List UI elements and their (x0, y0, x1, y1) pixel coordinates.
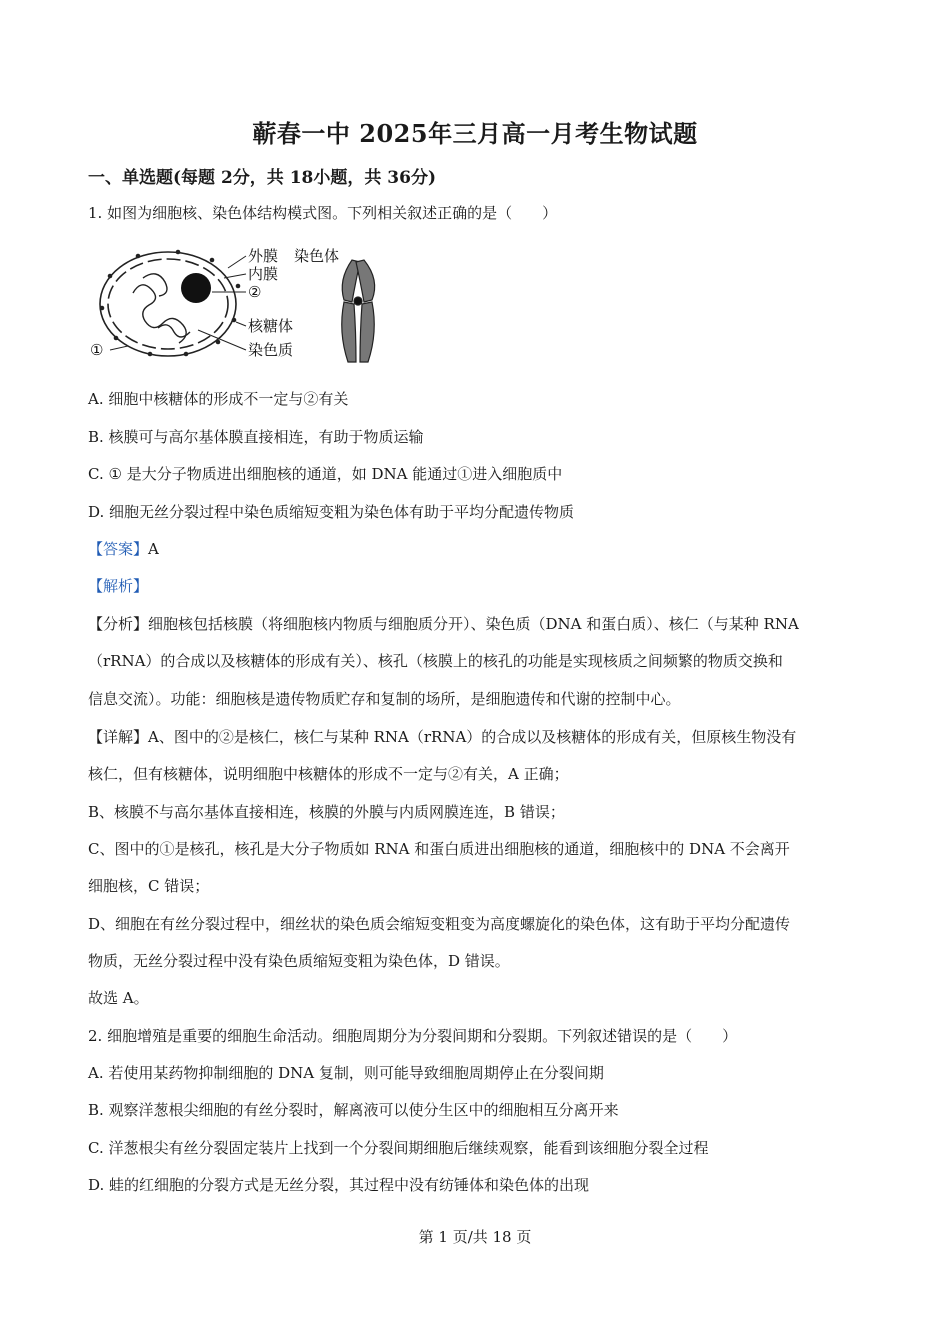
xiangjie-line: C、图中的①是核孔，核孔是大分子物质如 RNA 和蛋白质进出细胞核的通道，细胞核中的 DNA 不会离开 (88, 840, 790, 858)
section-heading: 一、单选题(每题 2分，共 18小题，共 36分) (88, 168, 436, 188)
label-ribosome: 核糖体 (248, 318, 294, 335)
page-footer: 第 1 页/共 18 页 (418, 1228, 532, 1246)
chromosome-drawing (342, 260, 375, 362)
answer-tag: 【答案】 (88, 540, 149, 558)
xiangjie-tag: 【详解】 (88, 728, 149, 746)
xiangjie-line: B、核膜不与高尔基体直接相连，核膜的外膜与内质网膜连连，B 错误； (88, 803, 565, 821)
q2-option-b: B. 观察洋葱根尖细胞的有丝分裂时，解离液可以使分生区中的细胞相互分离开来 (88, 1101, 619, 1119)
label-two: ② (248, 284, 262, 301)
question-1-stem: 1. 如图为细胞核、染色体结构模式图。下列相关叙述正确的是（ ） (88, 204, 558, 222)
xiangjie-line: 物质，无丝分裂过程中没有染色质缩短变粗为染色体，D 错误。 (88, 952, 510, 970)
q1-option-c: C. ① 是大分子物质进出细胞核的通道，如 DNA 能通过①进入细胞质中 (88, 465, 563, 483)
fenxi-tag: 【分析】 (88, 615, 149, 633)
q1-option-a: A. 细胞中核糖体的形成不一定与②有关 (88, 390, 349, 408)
label-chromosome: 染色体 (294, 248, 340, 265)
xiangjie-line: D、细胞在有丝分裂过程中，细丝状的染色质会缩短变粗变为高度螺旋化的染色体，这有助于平均分配遗传 (88, 915, 791, 933)
nucleus-diagram (100, 252, 236, 356)
xiangjie-line: 细胞核，C 错误； (88, 877, 210, 895)
nucleus-chromosome-figure (88, 238, 388, 370)
fenxi-line: 信息交流）。功能：细胞核是遗传物质贮存和复制的场所，是细胞遗传和代谢的控制中心。 (88, 690, 681, 708)
xiangjie-line: 核仁，但有核糖体，说明细胞中核糖体的形成不一定与②有关，A 正确； (88, 765, 569, 783)
question-2-stem: 2. 细胞增殖是重要的细胞生命活动。细胞周期分为分裂间期和分裂期。下列叙述错误的是（ ） (88, 1027, 738, 1045)
q2-option-d: D. 蛙的红细胞的分裂方式是无丝分裂，其过程中没有纺锤体和染色体的出现 (88, 1176, 590, 1194)
label-one: ① (90, 342, 104, 359)
answer-value: A (148, 540, 159, 558)
q1-option-d: D. 细胞无丝分裂过程中染色质缩短变粗为染色体有助于平均分配遗传物质 (88, 503, 575, 521)
xiangjie-line: 故选 A。 (88, 989, 149, 1007)
label-outer-membrane: 外膜 (248, 248, 279, 265)
xiangjie-text: A、图中的②是核仁，核仁与某种 RNA（rRNA）的合成以及核糖体的形成有关，但原核生物没有 (148, 728, 797, 746)
fenxi-text: 细胞核包括核膜（将细胞核内物质与细胞质分开）、染色质（DNA 和蛋白质）、核仁（与某种 RNA (148, 615, 799, 633)
q1-answer (88, 539, 159, 559)
fenxi-line: （rRNA）的合成以及核糖体的形成有关）、核孔（核膜上的核孔的功能是实现核质之间频繁的物质交换和 (88, 652, 783, 670)
q1-option-b: B. 核膜可与高尔基体膜直接相连，有助于物质运输 (88, 428, 424, 446)
xiangjie-line (88, 727, 796, 747)
analysis-tag: 【解析】 (88, 577, 149, 595)
label-chromatin: 染色质 (248, 342, 294, 359)
q2-option-a: A. 若使用某药物抑制细胞的 DNA 复制，则可能导致细胞周期停止在分裂间期 (88, 1064, 604, 1082)
nucleolus (181, 273, 211, 303)
label-inner-membrane: 内膜 (248, 266, 279, 283)
page-title: 蕲春一中 2025年三月高一月考生物试题 (252, 119, 698, 148)
q2-option-c: C. 洋葱根尖有丝分裂固定装片上找到一个分裂间期细胞后继续观察，能看到该细胞分裂全过程 (88, 1139, 709, 1157)
fenxi-line (88, 614, 799, 634)
